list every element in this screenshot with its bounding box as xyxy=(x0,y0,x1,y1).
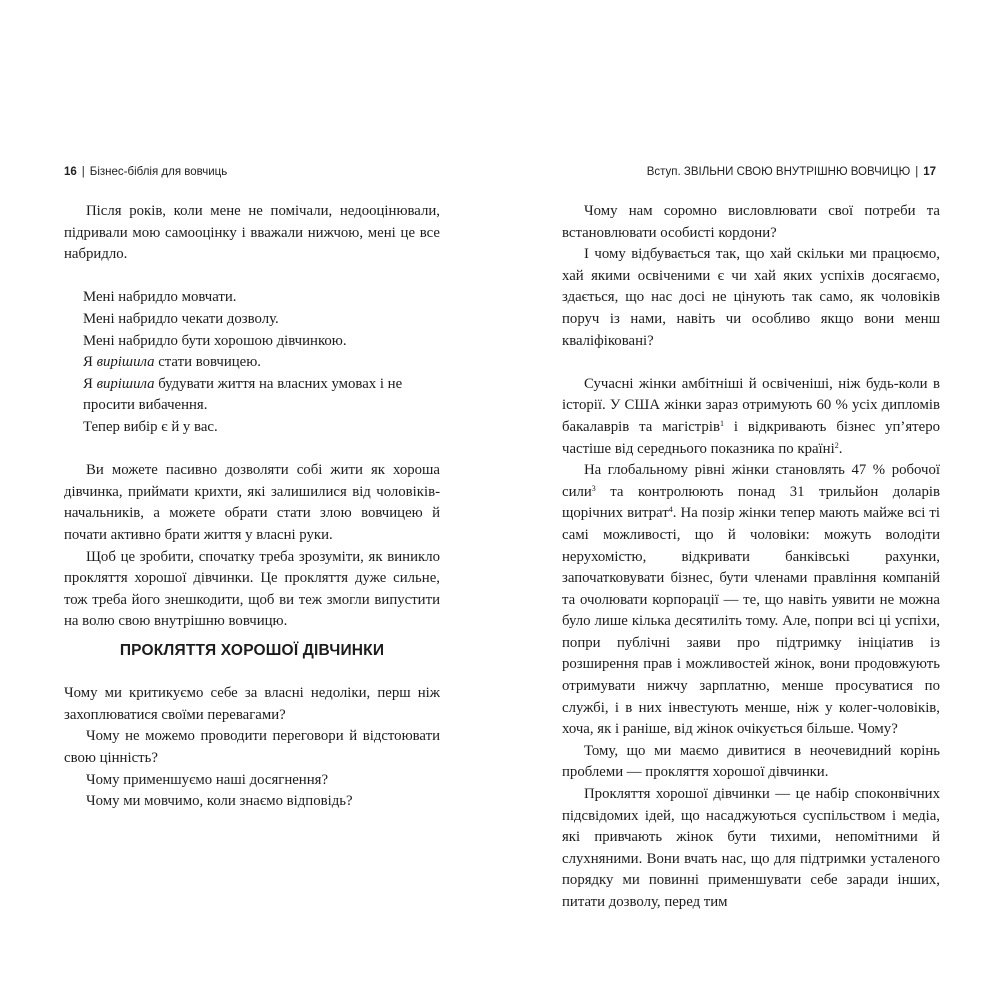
right-running-header xyxy=(647,166,936,178)
verse-line: Мені набридло бути хорошою дівчинкою. xyxy=(83,332,347,349)
body-paragraph: На глобальному рівні жінки становлять 47 % робочої сили$^3$ та контролюють понад 31 трильйон доларів щорічних витрат$^4$. На позір жінки тепер мають майже всі ті самі можливості, що й чоловіки: можуть володіти нерухомістю, відкривати банківські рахунки, започатковувати бізнес, бути членами правління компаній та очолювати корпорації — те, що навіть уявити не можна було лише кілька десятиліть тому. Але, попри всі ці успіхи, попри публічні заяви про підтримку ініціатив із розширення прав і можливостей жінок, вони продовжують отримувати нижчу зарплатню, менше просуватися по службі, і в них інвестують менше, ніж у колег-чоловіків, хоча, як і раніше, від жінок очікується більше. Чому? xyxy=(562,462,941,738)
left-running-header xyxy=(64,166,227,178)
intro-paragraph: Після років, коли мене не помічали, недооцінювали, підривали мою самооцінку і вважали нижчою, мені це все набридло. xyxy=(64,203,440,263)
spacer xyxy=(64,662,440,684)
header-separator: | xyxy=(81,166,85,178)
verse-line: Я вирішила будувати життя на власних умовах і не просити вибачення. xyxy=(83,375,403,414)
section-heading: ПРОКЛЯТТЯ ХОРОШОЇ ДІВЧИНКИ xyxy=(119,642,385,659)
left-header-title: Бізнес-біблія для вовчиць xyxy=(89,166,228,178)
emphasis: вирішила xyxy=(96,354,155,371)
spacer xyxy=(562,352,940,374)
right-header-title: ЗВІЛЬНИ СВОЮ ВНУТРІШНЮ ВОВЧИЦЮ xyxy=(683,166,911,178)
body-paragraph: І чому відбувається так, що хай скільки ми працюємо, хай якими освіченими є чи хай яких успіхів досягаємо, здається, що нас досі не цінують так само, як чоловіків поруч із нами, навіть чи особливо якщо вони менш кваліфіковані? xyxy=(562,246,940,349)
right-page-number: 17 xyxy=(923,166,936,178)
verse-line: Мені набридло мовчати. xyxy=(83,289,237,306)
right-body xyxy=(562,201,940,914)
body-paragraph: Щоб це зробити, спочатку треба зрозуміти, як виникло прокляття хорошої дівчинки. Це прокляття дуже сильне, тож треба його знешкодити, щоб ви теж змогли випустити на волю свою внутрішню вовчицю. xyxy=(64,548,440,630)
header-separator: | xyxy=(915,166,919,178)
question-paragraph: Чому ми критикуємо себе за власні недоліки, перш ніж захоплюватися своїми перевагами? xyxy=(64,685,440,723)
body-paragraph: Ви можете пасивно дозволяти собі жити як хороша дівчинка, приймати крихти, які залишилися від чоловіків-начальників, а можете обрати стати злою вовчицею й почати активно брати життя у власні руки. xyxy=(64,462,440,543)
right-header-prefix: Вступ. xyxy=(646,166,684,178)
footnote-marker: 2 xyxy=(834,440,839,450)
spacer xyxy=(64,266,440,288)
emphasis: вирішила xyxy=(96,375,155,392)
footnote-marker: 3 xyxy=(591,483,596,493)
left-section xyxy=(64,640,440,813)
body-paragraph: Чому нам соромно висловлювати свої потреби та встановлювати особисті кордони? xyxy=(562,203,940,241)
body-paragraph: Прокляття хорошої дівчинки — це набір споконвічних підсвідомих ідей, що насаджуються суспільством і медіа, які привчають жінок бути тихими, непомітними й слухняними. Вони вчать нас, що для підтримки усталеного порядку ми повинні применшувати себе заради інших, питати дозволу, перед тим xyxy=(562,786,940,910)
question-paragraph: Чому ми мовчимо, коли знаємо відповідь? xyxy=(86,793,353,810)
verse-line: Я вирішила стати вовчицею. xyxy=(83,354,262,371)
left-page-number: 16 xyxy=(64,166,77,178)
body-paragraph: Сучасні жінки амбітніші й освіченіші, ніж будь-коли в історії. У США жінки зараз отримують 60 % усіх дипломів бакалаврів та магістрів$^1$ і відкривають бізнес уп’ятеро частіше від середнього показника по країні$^2$. xyxy=(562,375,941,457)
body-paragraph: Тому, що ми маємо дивитися в неочевидний корінь проблеми — прокляття хорошої дівчинки. xyxy=(562,742,940,781)
spacer xyxy=(64,439,440,461)
right-page xyxy=(500,0,1000,1000)
verse-line: Мені набридло чекати дозволу. xyxy=(83,310,279,327)
left-body-top xyxy=(64,201,440,633)
footnote-marker: 1 xyxy=(719,418,724,428)
footnote-marker: 4 xyxy=(668,505,673,515)
verse-line: Тепер вибір є й у вас. xyxy=(83,418,218,435)
question-paragraph: Чому применшуємо наші досягнення? xyxy=(86,771,329,788)
question-paragraph: Чому не можемо проводити переговори й відстоювати свою цінність? xyxy=(64,728,440,766)
